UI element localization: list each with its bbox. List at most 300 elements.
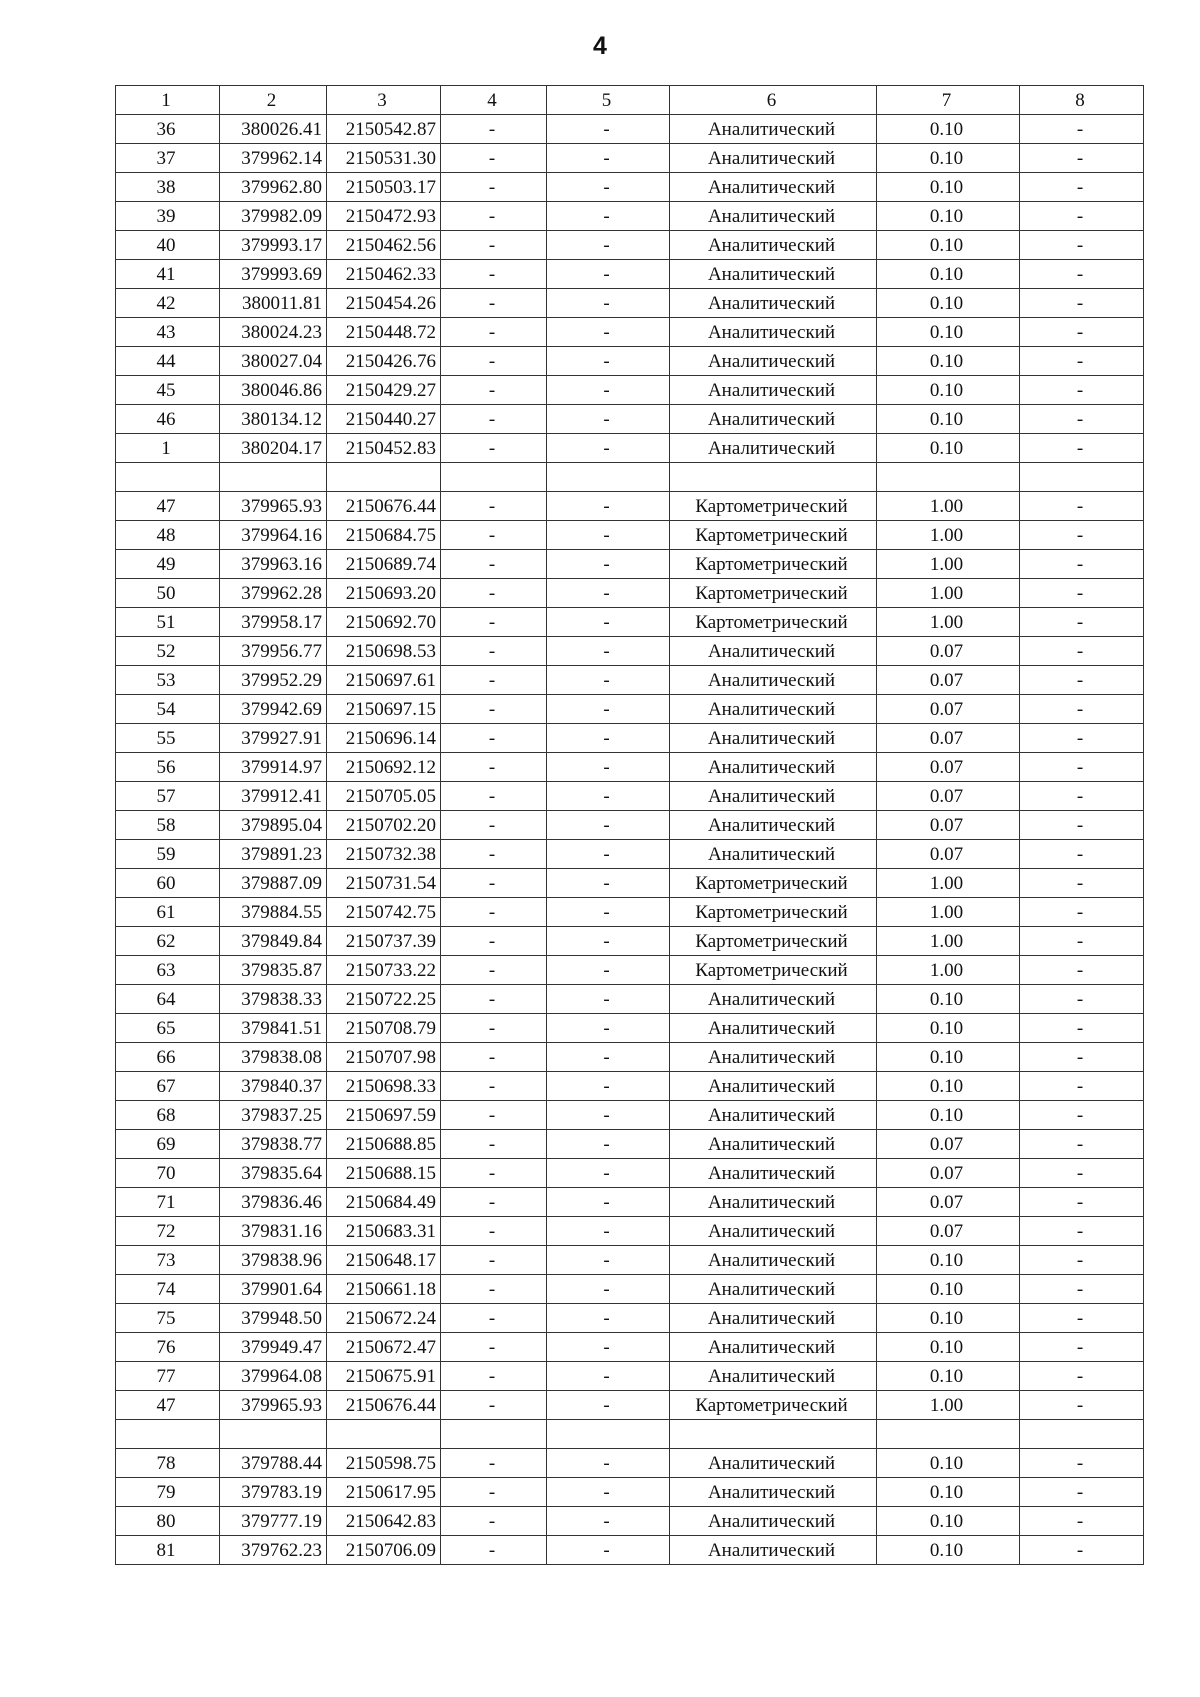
point-number-cell: 79 bbox=[116, 1478, 220, 1507]
accuracy-cell: 0.10 bbox=[877, 1014, 1020, 1043]
point-number-cell: 61 bbox=[116, 898, 220, 927]
coord-x-cell: 379849.84 bbox=[220, 927, 327, 956]
table-row bbox=[116, 347, 1144, 376]
accuracy-cell: 0.10 bbox=[877, 1101, 1020, 1130]
method-cell: Аналитический bbox=[670, 1072, 877, 1101]
point-number-cell: 48 bbox=[116, 521, 220, 550]
table-row bbox=[116, 115, 1144, 144]
coord-y-cell: 2150731.54 bbox=[327, 869, 441, 898]
col-8-cell: - bbox=[1020, 202, 1144, 231]
point-number-cell: 66 bbox=[116, 1043, 220, 1072]
col-4-cell: - bbox=[441, 318, 547, 347]
col-4-cell: - bbox=[441, 1275, 547, 1304]
col-5-cell: - bbox=[547, 811, 670, 840]
coord-x-cell: 379965.93 bbox=[220, 492, 327, 521]
coord-x-cell: 380046.86 bbox=[220, 376, 327, 405]
col-5-cell: - bbox=[547, 1391, 670, 1420]
accuracy-cell: 0.10 bbox=[877, 1043, 1020, 1072]
col-8-cell: - bbox=[1020, 869, 1144, 898]
col-5-cell: - bbox=[547, 1101, 670, 1130]
col-4-cell: - bbox=[441, 1043, 547, 1072]
accuracy-cell: 1.00 bbox=[877, 927, 1020, 956]
coord-y-cell: 2150598.75 bbox=[327, 1449, 441, 1478]
accuracy-cell: 1.00 bbox=[877, 492, 1020, 521]
accuracy-cell: 1.00 bbox=[877, 608, 1020, 637]
col-5-cell: - bbox=[547, 782, 670, 811]
table-row bbox=[116, 898, 1144, 927]
col-8-cell: - bbox=[1020, 260, 1144, 289]
col-5-cell: - bbox=[547, 231, 670, 260]
table-row bbox=[116, 724, 1144, 753]
table-row bbox=[116, 289, 1144, 318]
coord-y-cell: 2150732.38 bbox=[327, 840, 441, 869]
coord-x-cell: 379964.16 bbox=[220, 521, 327, 550]
coord-x-cell: 379962.80 bbox=[220, 173, 327, 202]
point-number-cell: 68 bbox=[116, 1101, 220, 1130]
point-number-cell: 65 bbox=[116, 1014, 220, 1043]
method-cell: Аналитический bbox=[670, 289, 877, 318]
method-cell: Аналитический bbox=[670, 840, 877, 869]
accuracy-cell: 0.10 bbox=[877, 1507, 1020, 1536]
col-5-cell: - bbox=[547, 898, 670, 927]
method-cell: Аналитический bbox=[670, 695, 877, 724]
col-4-cell: - bbox=[441, 666, 547, 695]
point-number-cell: 47 bbox=[116, 492, 220, 521]
header-cell-6: 6 bbox=[670, 86, 877, 115]
method-cell: Аналитический bbox=[670, 782, 877, 811]
point-number-cell: 78 bbox=[116, 1449, 220, 1478]
coord-x-cell: 379831.16 bbox=[220, 1217, 327, 1246]
table-row bbox=[116, 579, 1144, 608]
col-5-cell: - bbox=[547, 521, 670, 550]
col-5-cell: - bbox=[547, 405, 670, 434]
coord-x-cell: 379837.25 bbox=[220, 1101, 327, 1130]
col-5-cell: - bbox=[547, 608, 670, 637]
coord-x-cell: 379838.96 bbox=[220, 1246, 327, 1275]
col-4-cell: - bbox=[441, 869, 547, 898]
col-4-cell: - bbox=[441, 1391, 547, 1420]
coord-y-cell: 2150617.95 bbox=[327, 1478, 441, 1507]
accuracy-cell: 1.00 bbox=[877, 521, 1020, 550]
point-number-cell: 63 bbox=[116, 956, 220, 985]
col-4-cell: - bbox=[441, 840, 547, 869]
col-4-cell bbox=[441, 463, 547, 492]
col-5-cell: - bbox=[547, 115, 670, 144]
accuracy-cell: 0.07 bbox=[877, 1188, 1020, 1217]
table-row bbox=[116, 492, 1144, 521]
coord-y-cell: 2150692.12 bbox=[327, 753, 441, 782]
accuracy-cell: 0.07 bbox=[877, 753, 1020, 782]
method-cell: Аналитический bbox=[670, 1130, 877, 1159]
col-4-cell: - bbox=[441, 637, 547, 666]
coord-x-cell: 379777.19 bbox=[220, 1507, 327, 1536]
col-4-cell: - bbox=[441, 1188, 547, 1217]
accuracy-cell: 1.00 bbox=[877, 869, 1020, 898]
accuracy-cell: 0.10 bbox=[877, 434, 1020, 463]
accuracy-cell: 0.10 bbox=[877, 985, 1020, 1014]
col-4-cell: - bbox=[441, 579, 547, 608]
method-cell: Аналитический bbox=[670, 753, 877, 782]
table-row bbox=[116, 1043, 1144, 1072]
point-number-cell: 45 bbox=[116, 376, 220, 405]
accuracy-cell: 0.10 bbox=[877, 376, 1020, 405]
coord-y-cell: 2150440.27 bbox=[327, 405, 441, 434]
col-8-cell: - bbox=[1020, 1362, 1144, 1391]
col-5-cell: - bbox=[547, 202, 670, 231]
method-cell: Аналитический bbox=[670, 666, 877, 695]
method-cell: Аналитический bbox=[670, 434, 877, 463]
method-cell: Аналитический bbox=[670, 231, 877, 260]
coord-x-cell: 379962.28 bbox=[220, 579, 327, 608]
col-4-cell: - bbox=[441, 1217, 547, 1246]
point-number-cell: 51 bbox=[116, 608, 220, 637]
col-8-cell bbox=[1020, 463, 1144, 492]
coord-y-cell: 2150661.18 bbox=[327, 1275, 441, 1304]
accuracy-cell: 0.10 bbox=[877, 115, 1020, 144]
header-cell-4: 4 bbox=[441, 86, 547, 115]
point-number-cell: 67 bbox=[116, 1072, 220, 1101]
accuracy-cell: 0.07 bbox=[877, 1217, 1020, 1246]
coord-y-cell: 2150672.24 bbox=[327, 1304, 441, 1333]
point-number-cell: 37 bbox=[116, 144, 220, 173]
accuracy-cell: 0.10 bbox=[877, 1362, 1020, 1391]
accuracy-cell: 0.10 bbox=[877, 318, 1020, 347]
col-4-cell: - bbox=[441, 231, 547, 260]
method-cell: Аналитический bbox=[670, 637, 877, 666]
coord-x-cell: 379927.91 bbox=[220, 724, 327, 753]
coord-y-cell: 2150697.59 bbox=[327, 1101, 441, 1130]
coord-y-cell: 2150698.33 bbox=[327, 1072, 441, 1101]
coord-x-cell: 379949.47 bbox=[220, 1333, 327, 1362]
col-5-cell: - bbox=[547, 840, 670, 869]
coord-x-cell: 379958.17 bbox=[220, 608, 327, 637]
header-cell-7: 7 bbox=[877, 86, 1020, 115]
point-number-cell: 40 bbox=[116, 231, 220, 260]
method-cell: Аналитический bbox=[670, 260, 877, 289]
point-number-cell: 43 bbox=[116, 318, 220, 347]
coord-y-cell: 2150684.49 bbox=[327, 1188, 441, 1217]
col-8-cell: - bbox=[1020, 608, 1144, 637]
point-number-cell: 75 bbox=[116, 1304, 220, 1333]
accuracy-cell: 0.10 bbox=[877, 144, 1020, 173]
accuracy-cell: 1.00 bbox=[877, 1391, 1020, 1420]
accuracy-cell: 0.10 bbox=[877, 1536, 1020, 1565]
col-5-cell: - bbox=[547, 492, 670, 521]
col-5-cell: - bbox=[547, 173, 670, 202]
col-8-cell: - bbox=[1020, 1304, 1144, 1333]
method-cell: Аналитический bbox=[670, 1246, 877, 1275]
table-row bbox=[116, 231, 1144, 260]
point-number-cell: 62 bbox=[116, 927, 220, 956]
col-8-cell bbox=[1020, 1420, 1144, 1449]
col-5-cell: - bbox=[547, 1362, 670, 1391]
point-number-cell: 52 bbox=[116, 637, 220, 666]
col-8-cell: - bbox=[1020, 1130, 1144, 1159]
col-8-cell: - bbox=[1020, 1188, 1144, 1217]
method-cell: Аналитический bbox=[670, 1507, 877, 1536]
table-row bbox=[116, 1159, 1144, 1188]
col-4-cell: - bbox=[441, 695, 547, 724]
col-8-cell: - bbox=[1020, 1536, 1144, 1565]
method-cell: Аналитический bbox=[670, 1362, 877, 1391]
coord-y-cell: 2150426.76 bbox=[327, 347, 441, 376]
table-row bbox=[116, 434, 1144, 463]
col-5-cell: - bbox=[547, 1217, 670, 1246]
coord-x-cell: 379841.51 bbox=[220, 1014, 327, 1043]
point-number-cell: 56 bbox=[116, 753, 220, 782]
method-cell: Картометрический bbox=[670, 579, 877, 608]
col-4-cell: - bbox=[441, 376, 547, 405]
method-cell: Аналитический bbox=[670, 1478, 877, 1507]
col-8-cell: - bbox=[1020, 1333, 1144, 1362]
coord-x-cell: 379942.69 bbox=[220, 695, 327, 724]
col-8-cell: - bbox=[1020, 1275, 1144, 1304]
accuracy-cell: 1.00 bbox=[877, 898, 1020, 927]
col-8-cell: - bbox=[1020, 898, 1144, 927]
col-4-cell: - bbox=[441, 1478, 547, 1507]
table-row bbox=[116, 1130, 1144, 1159]
col-8-cell: - bbox=[1020, 1391, 1144, 1420]
coord-x-cell: 379762.23 bbox=[220, 1536, 327, 1565]
accuracy-cell: 0.10 bbox=[877, 1072, 1020, 1101]
accuracy-cell: 1.00 bbox=[877, 956, 1020, 985]
col-4-cell: - bbox=[441, 1304, 547, 1333]
table-row bbox=[116, 1507, 1144, 1536]
coord-y-cell: 2150683.31 bbox=[327, 1217, 441, 1246]
table-row bbox=[116, 1217, 1144, 1246]
coord-x-cell: 379962.14 bbox=[220, 144, 327, 173]
coord-x-cell: 380134.12 bbox=[220, 405, 327, 434]
coord-y-cell: 2150684.75 bbox=[327, 521, 441, 550]
header-cell-2: 2 bbox=[220, 86, 327, 115]
header-row bbox=[116, 86, 1144, 115]
coord-y-cell: 2150472.93 bbox=[327, 202, 441, 231]
separator-row bbox=[116, 1420, 1144, 1449]
method-cell bbox=[670, 463, 877, 492]
coord-y-cell: 2150742.75 bbox=[327, 898, 441, 927]
col-8-cell: - bbox=[1020, 1159, 1144, 1188]
coord-y-cell: 2150448.72 bbox=[327, 318, 441, 347]
table-row bbox=[116, 173, 1144, 202]
coord-x-cell bbox=[220, 1420, 327, 1449]
coord-x-cell: 379982.09 bbox=[220, 202, 327, 231]
col-8-cell: - bbox=[1020, 927, 1144, 956]
method-cell: Картометрический bbox=[670, 927, 877, 956]
point-number-cell: 46 bbox=[116, 405, 220, 434]
table-row bbox=[116, 608, 1144, 637]
col-8-cell: - bbox=[1020, 985, 1144, 1014]
method-cell: Аналитический bbox=[670, 1188, 877, 1217]
col-5-cell: - bbox=[547, 318, 670, 347]
col-8-cell: - bbox=[1020, 1043, 1144, 1072]
col-4-cell: - bbox=[441, 1014, 547, 1043]
coord-y-cell: 2150698.53 bbox=[327, 637, 441, 666]
col-8-cell: - bbox=[1020, 347, 1144, 376]
method-cell: Аналитический bbox=[670, 144, 877, 173]
accuracy-cell: 0.07 bbox=[877, 811, 1020, 840]
coord-x-cell: 379840.37 bbox=[220, 1072, 327, 1101]
coord-y-cell: 2150733.22 bbox=[327, 956, 441, 985]
coord-y-cell: 2150452.83 bbox=[327, 434, 441, 463]
table-row bbox=[116, 1536, 1144, 1565]
coord-y-cell: 2150454.26 bbox=[327, 289, 441, 318]
coord-x-cell: 379838.33 bbox=[220, 985, 327, 1014]
col-4-cell: - bbox=[441, 608, 547, 637]
point-number-cell bbox=[116, 463, 220, 492]
accuracy-cell: 0.10 bbox=[877, 347, 1020, 376]
accuracy-cell: 0.10 bbox=[877, 1478, 1020, 1507]
coord-x-cell: 379901.64 bbox=[220, 1275, 327, 1304]
col-5-cell: - bbox=[547, 1507, 670, 1536]
col-4-cell: - bbox=[441, 1333, 547, 1362]
col-5-cell: - bbox=[547, 1304, 670, 1333]
table-row bbox=[116, 666, 1144, 695]
point-number-cell: 58 bbox=[116, 811, 220, 840]
point-number-cell: 81 bbox=[116, 1536, 220, 1565]
table-row bbox=[116, 376, 1144, 405]
accuracy-cell: 0.07 bbox=[877, 695, 1020, 724]
table-row bbox=[116, 1072, 1144, 1101]
table-row bbox=[116, 1014, 1144, 1043]
col-4-cell: - bbox=[441, 144, 547, 173]
coord-x-cell: 379788.44 bbox=[220, 1449, 327, 1478]
coord-y-cell: 2150503.17 bbox=[327, 173, 441, 202]
point-number-cell: 71 bbox=[116, 1188, 220, 1217]
accuracy-cell: 0.07 bbox=[877, 1130, 1020, 1159]
point-number-cell: 55 bbox=[116, 724, 220, 753]
point-number-cell: 76 bbox=[116, 1333, 220, 1362]
point-number-cell: 36 bbox=[116, 115, 220, 144]
accuracy-cell: 0.10 bbox=[877, 405, 1020, 434]
table-row bbox=[116, 985, 1144, 1014]
method-cell: Аналитический bbox=[670, 173, 877, 202]
accuracy-cell: 0.10 bbox=[877, 1246, 1020, 1275]
col-5-cell: - bbox=[547, 376, 670, 405]
method-cell: Аналитический bbox=[670, 1014, 877, 1043]
coord-y-cell: 2150706.09 bbox=[327, 1536, 441, 1565]
coord-y-cell: 2150648.17 bbox=[327, 1246, 441, 1275]
coord-y-cell: 2150689.74 bbox=[327, 550, 441, 579]
coord-x-cell: 380204.17 bbox=[220, 434, 327, 463]
col-8-cell: - bbox=[1020, 492, 1144, 521]
table-row bbox=[116, 1188, 1144, 1217]
coord-x-cell: 380027.04 bbox=[220, 347, 327, 376]
col-8-cell: - bbox=[1020, 376, 1144, 405]
table-body bbox=[116, 86, 1144, 1565]
coordinates-table bbox=[115, 85, 1144, 1565]
accuracy-cell: 0.07 bbox=[877, 1159, 1020, 1188]
col-8-cell: - bbox=[1020, 115, 1144, 144]
table-row bbox=[116, 1101, 1144, 1130]
method-cell: Аналитический bbox=[670, 1536, 877, 1565]
coord-x-cell: 379838.77 bbox=[220, 1130, 327, 1159]
col-4-cell: - bbox=[441, 405, 547, 434]
accuracy-cell: 0.10 bbox=[877, 231, 1020, 260]
point-number-cell: 49 bbox=[116, 550, 220, 579]
col-8-cell: - bbox=[1020, 1507, 1144, 1536]
table-row bbox=[116, 521, 1144, 550]
accuracy-cell: 0.10 bbox=[877, 1449, 1020, 1478]
col-8-cell: - bbox=[1020, 811, 1144, 840]
coord-x-cell: 379912.41 bbox=[220, 782, 327, 811]
table-row bbox=[116, 869, 1144, 898]
point-number-cell: 42 bbox=[116, 289, 220, 318]
col-5-cell: - bbox=[547, 985, 670, 1014]
header-cell-8: 8 bbox=[1020, 86, 1144, 115]
coord-y-cell: 2150531.30 bbox=[327, 144, 441, 173]
col-8-cell: - bbox=[1020, 840, 1144, 869]
coord-x-cell: 379993.69 bbox=[220, 260, 327, 289]
coord-x-cell: 379914.97 bbox=[220, 753, 327, 782]
coord-y-cell: 2150692.70 bbox=[327, 608, 441, 637]
col-5-cell: - bbox=[547, 1043, 670, 1072]
method-cell: Аналитический bbox=[670, 202, 877, 231]
col-5-cell: - bbox=[547, 1449, 670, 1478]
point-number-cell: 44 bbox=[116, 347, 220, 376]
method-cell bbox=[670, 1420, 877, 1449]
table-row bbox=[116, 695, 1144, 724]
coord-y-cell bbox=[327, 463, 441, 492]
col-4-cell: - bbox=[441, 173, 547, 202]
col-4-cell: - bbox=[441, 898, 547, 927]
coord-y-cell: 2150708.79 bbox=[327, 1014, 441, 1043]
table-row bbox=[116, 1333, 1144, 1362]
table-row bbox=[116, 405, 1144, 434]
coord-y-cell: 2150429.27 bbox=[327, 376, 441, 405]
col-5-cell: - bbox=[547, 579, 670, 608]
col-4-cell: - bbox=[441, 1072, 547, 1101]
col-8-cell: - bbox=[1020, 753, 1144, 782]
table-row bbox=[116, 144, 1144, 173]
method-cell: Аналитический bbox=[670, 318, 877, 347]
point-number-cell: 53 bbox=[116, 666, 220, 695]
page-number: 4 bbox=[593, 32, 607, 60]
point-number-cell: 80 bbox=[116, 1507, 220, 1536]
col-8-cell: - bbox=[1020, 695, 1144, 724]
col-8-cell: - bbox=[1020, 1246, 1144, 1275]
col-4-cell: - bbox=[441, 956, 547, 985]
point-number-cell: 39 bbox=[116, 202, 220, 231]
col-4-cell: - bbox=[441, 724, 547, 753]
col-5-cell: - bbox=[547, 869, 670, 898]
table-row bbox=[116, 1246, 1144, 1275]
coord-x-cell: 379963.16 bbox=[220, 550, 327, 579]
method-cell: Аналитический bbox=[670, 1449, 877, 1478]
coord-x-cell: 379948.50 bbox=[220, 1304, 327, 1333]
point-number-cell: 41 bbox=[116, 260, 220, 289]
col-5-cell: - bbox=[547, 1536, 670, 1565]
accuracy-cell: 0.07 bbox=[877, 782, 1020, 811]
coord-x-cell: 380026.41 bbox=[220, 115, 327, 144]
method-cell: Картометрический bbox=[670, 869, 877, 898]
accuracy-cell: 0.10 bbox=[877, 173, 1020, 202]
coord-y-cell: 2150722.25 bbox=[327, 985, 441, 1014]
point-number-cell: 77 bbox=[116, 1362, 220, 1391]
accuracy-cell: 0.10 bbox=[877, 1275, 1020, 1304]
coord-x-cell: 379965.93 bbox=[220, 1391, 327, 1420]
point-number-cell: 72 bbox=[116, 1217, 220, 1246]
accuracy-cell: 0.10 bbox=[877, 1333, 1020, 1362]
col-4-cell: - bbox=[441, 811, 547, 840]
coord-x-cell: 379838.08 bbox=[220, 1043, 327, 1072]
col-8-cell: - bbox=[1020, 666, 1144, 695]
table-row bbox=[116, 202, 1144, 231]
table-row bbox=[116, 318, 1144, 347]
point-number-cell: 64 bbox=[116, 985, 220, 1014]
point-number-cell: 1 bbox=[116, 434, 220, 463]
col-5-cell: - bbox=[547, 1246, 670, 1275]
coordinates-table-container bbox=[115, 85, 1143, 1565]
